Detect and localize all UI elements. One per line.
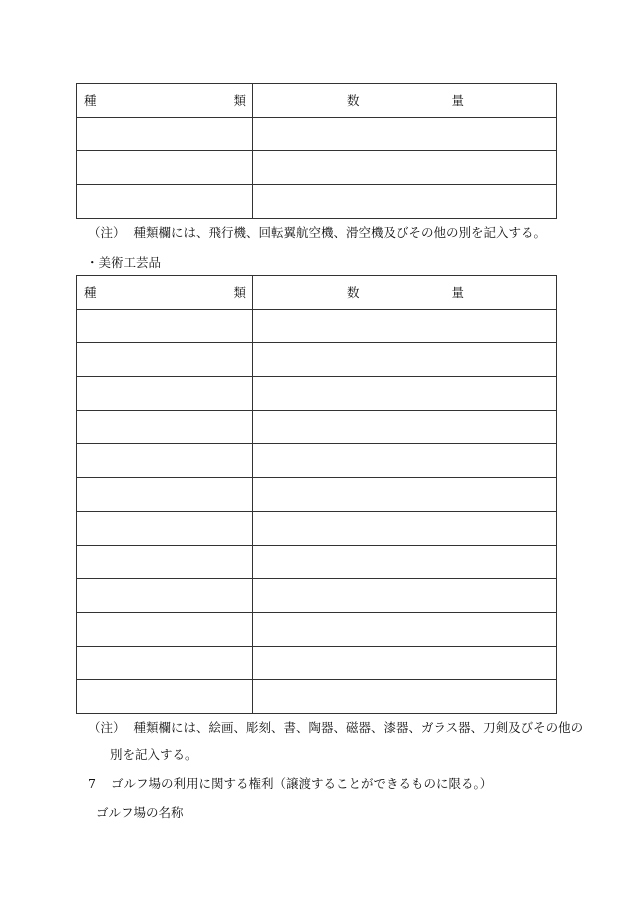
quantity-cell[interactable] <box>253 612 557 646</box>
header-kind-char-2: 類 <box>233 93 246 109</box>
table-row <box>77 511 557 545</box>
header-quantity-char-2: 量 <box>451 93 464 109</box>
table-header-row <box>77 276 557 310</box>
quantity-cell[interactable] <box>253 646 557 680</box>
table-row <box>77 545 557 579</box>
table-row <box>77 185 557 219</box>
header-kind-cell <box>77 84 253 118</box>
kind-cell[interactable] <box>77 511 253 545</box>
quantity-cell[interactable] <box>253 545 557 579</box>
table-row <box>77 117 557 151</box>
kind-cell[interactable] <box>77 478 253 512</box>
header-kind-char-2: 類 <box>233 285 246 301</box>
kind-cell[interactable] <box>77 444 253 478</box>
header-quantity-cell <box>253 276 557 310</box>
kind-cell[interactable] <box>77 579 253 613</box>
table-row <box>77 478 557 512</box>
header-quantity-cell <box>253 84 557 118</box>
section-7-heading <box>88 778 492 791</box>
quantity-cell[interactable] <box>253 410 557 444</box>
quantity-cell[interactable] <box>253 117 557 151</box>
quantity-cell[interactable] <box>253 444 557 478</box>
table-row <box>77 612 557 646</box>
kind-cell[interactable] <box>77 185 253 219</box>
art-crafts-note-line-1 <box>88 722 583 735</box>
kind-cell[interactable] <box>77 117 253 151</box>
quantity-cell[interactable] <box>253 511 557 545</box>
quantity-cell[interactable] <box>253 579 557 613</box>
kind-cell[interactable] <box>77 343 253 377</box>
kind-cell[interactable] <box>77 680 253 714</box>
quantity-cell[interactable] <box>253 377 557 411</box>
table-row <box>77 579 557 613</box>
quantity-cell[interactable] <box>253 309 557 343</box>
note-text: 種類欄には、絵画、彫刻、書、陶器、磁器、漆器、ガラス器、刀剣及びその他の <box>133 720 584 735</box>
kind-cell[interactable] <box>77 377 253 411</box>
table-row <box>77 410 557 444</box>
quantity-cell[interactable] <box>253 151 557 185</box>
art-crafts-label: ・美術工芸品 <box>86 255 162 270</box>
table-row <box>77 309 557 343</box>
note-text: 種類欄には、飛行機、回転翼航空機、滑空機及びその他の別を記入する。 <box>133 225 547 240</box>
quantity-cell[interactable] <box>253 185 557 219</box>
table-row <box>77 444 557 478</box>
quantity-cell[interactable] <box>253 478 557 512</box>
header-quantity-char-2: 量 <box>451 285 464 301</box>
quantity-cell[interactable] <box>253 343 557 377</box>
header-kind-char-1: 種 <box>84 285 97 301</box>
table-row <box>77 680 557 714</box>
aircraft-note <box>88 227 546 240</box>
kind-cell[interactable] <box>77 612 253 646</box>
kind-cell[interactable] <box>77 410 253 444</box>
quantity-cell[interactable] <box>253 680 557 714</box>
table-header-row <box>77 84 557 118</box>
aircraft-table <box>76 83 557 219</box>
note-prefix: （注） <box>88 720 126 735</box>
art-crafts-note-line-2: 別を記入する。 <box>110 747 198 762</box>
kind-cell[interactable] <box>77 646 253 680</box>
table-row <box>77 343 557 377</box>
kind-cell[interactable] <box>77 309 253 343</box>
table-row <box>77 646 557 680</box>
note-prefix: （注） <box>88 225 126 240</box>
table-row <box>77 151 557 185</box>
section-number: 7 <box>88 776 96 791</box>
header-kind-char-1: 種 <box>84 93 97 109</box>
golf-course-name-label: ゴルフ場の名称 <box>96 805 184 820</box>
kind-cell[interactable] <box>77 151 253 185</box>
art-crafts-table <box>76 275 557 714</box>
table-row <box>77 377 557 411</box>
kind-cell[interactable] <box>77 545 253 579</box>
header-quantity-char-1: 数 <box>347 93 360 109</box>
header-quantity-char-1: 数 <box>347 285 360 301</box>
header-kind-cell <box>77 276 253 310</box>
section-title: ゴルフ場の利用に関する権利（譲渡することができるものに限る。） <box>110 776 493 791</box>
